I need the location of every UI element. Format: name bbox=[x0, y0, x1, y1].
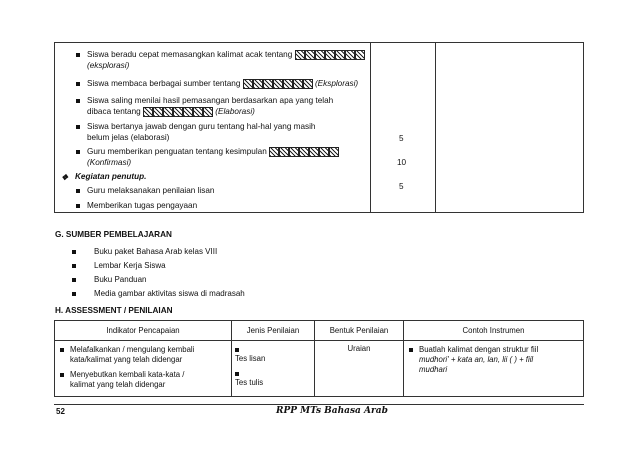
activity-table bbox=[54, 42, 584, 213]
footer-rule bbox=[54, 404, 584, 405]
activity-item: Siswa saling menilai hasil pemasangan berdasarkan apa yang telah dibaca tentang (Elaborasi) bbox=[87, 96, 387, 117]
table-row bbox=[55, 341, 584, 397]
indicator-item: Menyebutkan kembali kata-kata / kalimat yang telah didengar bbox=[58, 370, 228, 390]
form-cell: Uraian bbox=[315, 341, 404, 397]
column-header: Bentuk Penilaian bbox=[315, 321, 404, 341]
time-value: 5 bbox=[399, 182, 404, 191]
section-h-heading: H. ASSESSMENT / PENILAIAN bbox=[55, 306, 173, 315]
resource-item: Lembar Kerja Siswa bbox=[94, 261, 166, 270]
page-number: 52 bbox=[56, 407, 65, 416]
closing-item: Memberikan tugas pengayaan bbox=[87, 201, 387, 212]
resource-item: Media gambar aktivitas siswa di madrasah bbox=[94, 289, 245, 298]
arabic-glyph-placeholder bbox=[295, 50, 365, 61]
closing-item: Guru melaksanakan penilaian lisan bbox=[87, 186, 387, 197]
activity-item: Guru memberikan penguatan tentang kesimpulan (Konfirmasi) bbox=[87, 147, 387, 168]
column-divider bbox=[435, 43, 436, 212]
activity-item: Siswa beradu cepat memasangkan kalimat acak tentang (eksplorasi) bbox=[87, 50, 387, 71]
arabic-glyph-placeholder bbox=[143, 107, 213, 118]
footer-title: RPP MTs Bahasa Arab bbox=[276, 406, 388, 416]
instrument-cell bbox=[404, 341, 584, 397]
time-value: 5 bbox=[399, 134, 404, 143]
column-header: Jenis Penilaian bbox=[232, 321, 315, 341]
arabic-glyph-placeholder bbox=[243, 79, 313, 90]
activity-item: Siswa bertanya jawab dengan guru tentang hal-hal yang masih belum jelas (elaborasi) bbox=[87, 122, 387, 143]
type-cell: Tes lisan Tes tulis bbox=[232, 341, 315, 397]
resource-item: Buku paket Bahasa Arab kelas VIII bbox=[94, 247, 217, 256]
time-value: 10 bbox=[397, 158, 407, 167]
activity-item: Siswa membaca berbagai sumber tentang (Eksplorasi) bbox=[87, 79, 387, 90]
arabic-glyph-placeholder bbox=[269, 147, 339, 158]
indicator-item: Melafalkankan / mengulang kembali kata/kalimat yang telah didengar bbox=[58, 345, 228, 365]
column-header: Indikator Pencapaian bbox=[55, 321, 232, 341]
instrument-item: Buatlah kalimat dengan struktur fiil mudhori' + kata an, lan, lii ( ) + fiil mudhari bbox=[407, 345, 580, 375]
section-g-heading: G. SUMBER PEMBELAJARAN bbox=[55, 230, 172, 239]
indicator-cell bbox=[55, 341, 232, 397]
table-header-row bbox=[55, 321, 584, 341]
column-header: Contoh Instrumen bbox=[404, 321, 584, 341]
closing-heading: ❖ Kegiatan penutup. bbox=[61, 172, 147, 182]
resource-item: Buku Panduan bbox=[94, 275, 147, 284]
diamond-bullet-icon: ❖ bbox=[61, 173, 69, 182]
assessment-table bbox=[54, 320, 584, 397]
